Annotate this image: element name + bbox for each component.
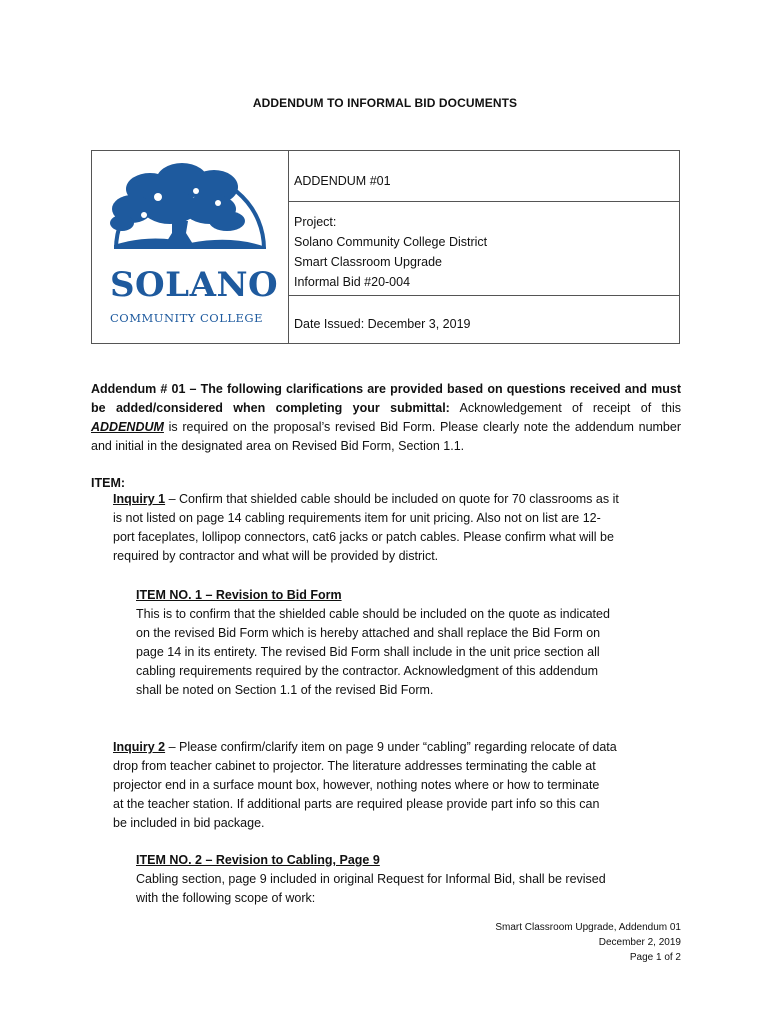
- inquiry-1-label: Inquiry 1: [113, 492, 166, 506]
- item-no-1-line: on the revised Bid Form which is hereby attached and shall replace the Bid Form on: [136, 626, 601, 640]
- item-no-1-title: ITEM NO. 1 – Revision to Bid Form: [136, 588, 342, 602]
- inquiry-1-line: is not listed on page 14 cabling requirements item for unit pricing. Also not on list are 12-: [113, 511, 601, 525]
- item-no-2-line: with the following scope of work:: [136, 891, 316, 905]
- inquiry-1: [113, 490, 673, 566]
- logo-wordmark: SOLANO: [110, 265, 279, 305]
- item-no-1-line: page 14 in its entirety. The revised Bid Form shall include in the unit price section all: [136, 645, 600, 659]
- item-header: ITEM:: [91, 476, 126, 490]
- intro-addendum-word: ADDENDUM: [91, 420, 164, 434]
- date-issued: Date Issued: December 3, 2019: [294, 317, 471, 331]
- logo-cell: [92, 151, 289, 343]
- intro-text-b: is required on the proposal’s revised Bid Form. Please clearly note the addendum number and initial in the designated area on Revised Bid Form, Section 1.1.: [91, 420, 681, 453]
- item-no-1-line: shall be noted on Section 1.1 of the revised Bid Form.: [136, 683, 434, 697]
- page-title: ADDENDUM TO INFORMAL BID DOCUMENTS: [252, 96, 518, 110]
- project-label: Project:: [294, 215, 337, 229]
- intro-bold-lead: Addendum # 01 – The following clarifications are provided based on questions received and must be added/considered when completing your submittal:: [91, 382, 681, 415]
- page-footer: [495, 920, 681, 965]
- inquiry-2-label: Inquiry 2: [113, 740, 166, 754]
- addendum-info-column: [289, 151, 679, 343]
- addendum-header-table: [91, 150, 680, 344]
- project-row: [289, 202, 679, 296]
- inquiry-2-line: drop from teacher cabinet to projector. The literature addresses terminating the cable at: [113, 759, 596, 773]
- item-no-1-line: cabling requirements required by the contractor. Acknowledgment of this addendum: [136, 664, 599, 678]
- inquiry-2: [113, 738, 678, 833]
- intro-text-a: Acknowledgement of receipt of this: [449, 401, 681, 415]
- item-no-2-line: Cabling section, page 9 included in original Request for Informal Bid, shall be revised: [136, 872, 606, 886]
- item-no-1-line: This is to confirm that the shielded cable should be included on the quote as indicated: [136, 607, 610, 621]
- footer-date: December 2, 2019: [598, 937, 681, 948]
- date-issued-row: [289, 296, 679, 343]
- logo-subtitle: COMMUNITY COLLEGE: [110, 311, 263, 325]
- item-no-2-title: ITEM NO. 2 – Revision to Cabling, Page 9: [136, 853, 380, 867]
- inquiry-1-line: – Confirm that shielded cable should be included on quote for 70 classrooms as it: [165, 492, 619, 506]
- addendum-number: ADDENDUM #01: [294, 174, 391, 188]
- footer-page-number: Page 1 of 2: [629, 952, 681, 963]
- footer-doc-title: Smart Classroom Upgrade, Addendum 01: [495, 922, 681, 933]
- item-no-2: [136, 851, 666, 908]
- addendum-intro-paragraph: [91, 380, 681, 456]
- addendum-number-row: [289, 151, 679, 202]
- project-line: Informal Bid #20-004: [294, 275, 411, 289]
- project-line: Smart Classroom Upgrade: [294, 255, 442, 269]
- item-no-1: [136, 586, 666, 700]
- inquiry-2-line: – Please confirm/clarify item on page 9 under “cabling” regarding relocate of data: [165, 740, 617, 754]
- inquiry-1-line: port faceplates, lollipop connectors, cat6 jacks or patch cables. Please confirm what will be: [113, 530, 614, 544]
- inquiry-1-line: required by contractor and what will be provided by district.: [113, 549, 439, 563]
- inquiry-2-line: be included in bid package.: [113, 816, 265, 830]
- inquiry-2-line: projector end in a surface mount box, however, nothing notes where or how to terminate: [113, 778, 600, 792]
- project-line: Solano Community College District: [294, 235, 488, 249]
- project-block: [294, 212, 487, 292]
- inquiry-2-line: at the teacher station. If additional parts are required please provide part info so this can: [113, 797, 600, 811]
